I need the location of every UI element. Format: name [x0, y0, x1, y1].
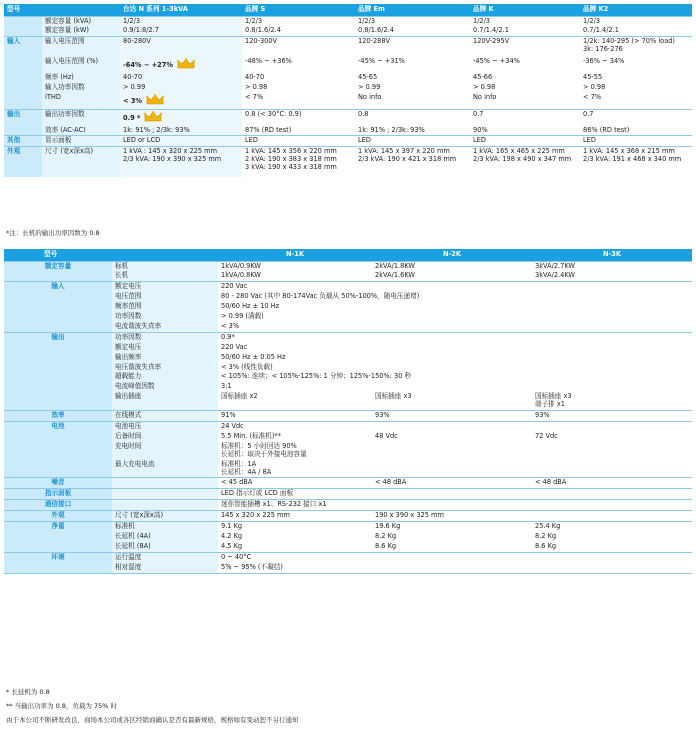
value-text: -64% ~ +27%: [123, 60, 173, 69]
comparison-row: [4, 26, 692, 36]
spec-row: [4, 511, 692, 522]
row-label: 额定电压: [112, 343, 218, 353]
value-cell: [120, 93, 242, 109]
value-cell: < 105%: 连续；< 105%-125%: 1 分钟；125%-150%: 30 秒: [221, 372, 412, 381]
header-delta-n: 台达 N 系列 1-3kVA: [120, 4, 242, 16]
value-cell: 25.4 Kg: [532, 522, 692, 532]
value-cell: 8.6 Kg: [375, 541, 397, 550]
header-blank: [42, 4, 120, 16]
value-text: -45% ~ +34%: [473, 56, 520, 65]
value-text-line2: 长延机：取决于外接电池容量: [221, 449, 307, 458]
value-text: 1/2/3: [358, 16, 376, 25]
value-cell: [532, 392, 692, 410]
value-cell: LED 指示灯或 LCD 面板: [218, 489, 692, 500]
row-label: [112, 478, 218, 489]
value-cell: < 48 dBA: [372, 478, 532, 489]
value-cell: [355, 136, 470, 147]
value-cell: [355, 73, 470, 83]
category-cell: 输入: [4, 37, 42, 109]
row-label: 在线模式: [112, 411, 218, 422]
header-brand-em: 品牌 Em: [355, 4, 470, 16]
comparison-row: [4, 126, 692, 136]
value-cell: [218, 432, 372, 442]
comparison-row: [4, 93, 692, 109]
row-label: 相对湿度: [112, 563, 218, 573]
value-text-line2: 2/3 kVA: 191 x 468 x 340 mm: [583, 155, 682, 164]
row-label: 后备时间: [112, 432, 218, 442]
row-label: 最大充电电流: [112, 460, 218, 478]
value-text: 0.7/1.4/2.1: [583, 26, 619, 35]
value-cell: [580, 73, 692, 83]
spec-table: [4, 249, 692, 574]
category-cell: 噪音: [4, 478, 112, 489]
comparison-note: *注：长机的输出功率因数为 0.8: [6, 229, 100, 237]
row-label: 电池电压: [112, 422, 218, 432]
spec-row: [4, 411, 692, 422]
value-cell: 1kVA/0.9KW: [218, 261, 372, 271]
row-label: 输出频率: [112, 353, 218, 363]
value-cell: [580, 57, 692, 73]
spec-header-model: 型号: [4, 249, 112, 261]
value-cell: 8.6 Kg: [535, 541, 557, 550]
value-cell: 1kVA/0.8KW: [221, 271, 261, 280]
value-text-line2: 2/3 kVA: 190 x 390 x 325 mm: [123, 155, 222, 164]
row-label: 电流峰值因数: [112, 382, 218, 392]
spec-row: [4, 332, 692, 342]
value-text: 1/2/3: [245, 16, 263, 25]
category-cell: 通信接口: [4, 500, 112, 511]
category-cell: 额定容量: [4, 261, 112, 282]
value-text: 1k: 91% ; 2/3k: 93%: [358, 125, 425, 134]
row-label: 电压范围: [112, 292, 218, 302]
value-text: 45-55: [583, 72, 603, 81]
value-cell: [355, 26, 470, 36]
value-cell: 3:1: [221, 382, 232, 391]
spec-header-n1k: N-1K: [218, 249, 372, 261]
comparison-row: [4, 73, 692, 83]
value-cell: 3kVA/2.7KW: [532, 261, 692, 271]
row-label: 长延机 (4A): [112, 532, 218, 542]
value-cell: [470, 83, 580, 93]
table-end-rule: [4, 573, 692, 574]
value-cell: 0.9*: [218, 332, 692, 342]
comparison-row: [4, 37, 692, 57]
value-cell: < 3% (线性负载): [221, 362, 273, 371]
value-text: 1 kVA: 165 x 465 x 225 mm: [473, 147, 565, 156]
category-cell: 净重: [4, 522, 112, 553]
row-label: 输入电压范围 (%): [42, 57, 120, 73]
value-cell: [120, 37, 242, 57]
row-label: 长机: [112, 271, 218, 281]
row-label: [112, 489, 218, 500]
spec-row: [4, 552, 692, 562]
spec-row: [4, 478, 692, 489]
value-text: 0.8/1.6/2.4: [245, 26, 281, 35]
row-label: 尺寸 (宽x深x高): [112, 511, 218, 522]
category-cell: 其他: [4, 136, 42, 147]
row-label: iTHD: [42, 93, 120, 109]
comparison-table: [4, 4, 692, 177]
comparison-row: [4, 109, 692, 125]
value-cell: [470, 26, 580, 36]
value-text: 120-300V: [245, 37, 278, 46]
value-cell: [372, 392, 532, 410]
comparison-row: [4, 147, 692, 177]
value-cell: [470, 136, 580, 147]
value-cell: [242, 147, 355, 177]
header-model: 型号: [4, 4, 42, 16]
value-cell: [355, 126, 470, 136]
row-label: 标准机: [112, 522, 218, 532]
value-cell: 93%: [372, 411, 532, 422]
header-brand-k: 品牌 K: [470, 4, 580, 16]
value-cell: [470, 37, 580, 57]
category-cell: 输入: [4, 282, 112, 333]
category-cell: 环境: [4, 552, 112, 573]
row-label: 额定电压: [112, 282, 218, 292]
value-cell: 8.2 Kg: [535, 531, 557, 540]
value-cell: > 0.99 (满载): [221, 312, 264, 321]
value-text-line2: 长延机：4A / 8A: [221, 467, 272, 476]
value-text: > 0.99: [123, 82, 146, 91]
value-cell: [242, 136, 355, 147]
value-cell: 0 ~ 40°C: [218, 552, 692, 562]
value-text: 1/2/3: [473, 16, 491, 25]
value-cell: 72 Vdc: [532, 422, 692, 442]
value-text: 1/2/3: [123, 16, 141, 25]
value-text: -48% ~ +36%: [245, 56, 292, 65]
value-cell: 8.2 Kg: [375, 531, 397, 540]
comparison-row: [4, 136, 692, 147]
spec-row: [4, 282, 692, 292]
value-text-line2: 2 kVA: 190 x 383 x 318 mm: [245, 155, 337, 164]
value-text: 87% (RD test): [245, 125, 292, 134]
comparison-row: [4, 57, 692, 73]
value-cell: [470, 73, 580, 83]
value-cell: [580, 26, 692, 36]
value-text: < 7%: [583, 92, 602, 101]
value-cell: [242, 57, 355, 73]
value-cell: [355, 93, 470, 109]
value-text: 0.8: [358, 109, 369, 118]
value-cell: [120, 109, 242, 125]
category-cell: [4, 16, 42, 37]
category-cell: 输出: [4, 332, 112, 410]
value-text: 0.8 (< 30°C: 0.9): [245, 109, 302, 118]
row-label: 频率 (Hz): [42, 73, 120, 83]
category-cell: 外观: [4, 511, 112, 522]
value-cell: 9.1 Kg: [218, 522, 372, 532]
row-label: 输入电压范围: [42, 37, 120, 57]
value-text: 40-70: [123, 72, 143, 81]
value-text: 1 kVA: 145 x 368 x 215 mm: [583, 147, 675, 156]
value-cell: 4.2 Kg: [221, 531, 243, 540]
category-cell: 电池: [4, 422, 112, 478]
value-cell: 93%: [532, 411, 692, 422]
value-text: 0.8/1.6/2.4: [358, 26, 394, 35]
value-cell: [580, 37, 692, 57]
spec-header-row: [4, 249, 692, 261]
value-cell: [470, 93, 580, 109]
value-cell: [218, 392, 372, 410]
value-text: 80-280V: [123, 37, 151, 46]
value-text: 120V-295V: [473, 37, 510, 46]
spec-header-n3k: N-3K: [532, 249, 692, 261]
row-label: 输出插座: [112, 392, 218, 410]
value-text-line3: 3 kVA: 190 x 433 x 318 mm: [245, 163, 337, 172]
footnote-3: 由于本公司不断研发改良，商场本公司或各区经销商确认是否有最新规格，规格如有变动恕不另行通知: [6, 716, 299, 724]
value-cell: 190 x 390 x 325 mm: [372, 511, 692, 522]
value-text: LED or LCD: [123, 136, 161, 145]
value-cell: [242, 126, 355, 136]
value-text: 国标插座 x3: [535, 392, 572, 401]
value-cell: 50/60 Hz ± 0.05 Hz: [221, 352, 286, 361]
value-text: 0.7/1.4/2.1: [473, 26, 509, 35]
value-text: 国标插座 x3: [375, 392, 412, 401]
value-text: 1 kVA: 145 x 397 x 220 mm: [358, 147, 450, 156]
category-cell: 效率: [4, 411, 112, 422]
value-text: LED: [473, 136, 486, 145]
value-text: > 0.98: [245, 82, 268, 91]
value-cell: [470, 16, 580, 26]
row-label: 额定容量 (kW): [42, 26, 120, 36]
value-text: 1k: 91% ; 2/3k: 93%: [123, 125, 190, 134]
value-text: > 0.98: [583, 82, 606, 91]
row-label: 运行温度: [112, 552, 218, 562]
value-cell: [355, 109, 470, 125]
category-cell: 外观: [4, 147, 42, 177]
value-text: 120-288V: [358, 37, 391, 46]
value-cell: [580, 126, 692, 136]
value-cell: [355, 37, 470, 57]
value-cell: 2kVA/1.6KW: [375, 271, 415, 280]
value-text: > 0.98: [473, 82, 496, 91]
value-text: LED: [358, 136, 371, 145]
value-cell: 91%: [218, 411, 372, 422]
comparison-row: [4, 83, 692, 93]
row-label: 功率因数: [112, 332, 218, 342]
value-cell: [120, 73, 242, 83]
header-brand-k2: 品牌 K2: [580, 4, 692, 16]
value-cell: [242, 93, 355, 109]
value-text: -45% ~ +31%: [358, 56, 405, 65]
value-cell: [580, 16, 692, 26]
value-cell: 80 - 280 Vac (其中 80-174Vac 负载从 50%-100%，随电压递增): [221, 292, 420, 301]
value-cell: [470, 126, 580, 136]
value-text: 1/2k: 140-295 (> 70% load): [583, 37, 676, 46]
value-cell: [470, 147, 580, 177]
value-cell: [120, 57, 242, 73]
footnote-1: * 长延机为 0.8: [6, 688, 50, 696]
value-cell: [120, 147, 242, 177]
value-text: 国标插座 x2: [221, 392, 258, 401]
value-cell: 220 Vac: [221, 342, 248, 351]
value-text-line2: 2/3 kVA: 190 x 421 x 318 mm: [358, 155, 457, 164]
value-text: LED: [245, 136, 258, 145]
value-text: 标准机：1A: [221, 459, 257, 468]
header-brand-s: 品牌 S: [242, 4, 355, 16]
value-cell: [470, 57, 580, 73]
row-label: 额定容量 (kVA): [42, 16, 120, 26]
row-label: 尺寸 (宽x深x高): [42, 147, 120, 177]
value-cell: [242, 16, 355, 26]
spec-row: [4, 261, 692, 271]
value-text: 1 kVA : 145 x 320 x 225 mm: [123, 147, 218, 156]
value-text: 40-70: [245, 72, 265, 81]
spec-row: [4, 500, 692, 511]
value-cell: 5% ~ 95% (不凝结): [221, 562, 283, 571]
value-text: 5.5 Min. (标准机)**: [221, 431, 281, 440]
value-cell: [242, 73, 355, 83]
value-cell: [242, 83, 355, 93]
row-label: 充电时间: [112, 442, 218, 460]
value-text: 0.7: [583, 109, 594, 118]
value-text: 0.9 *: [123, 113, 141, 122]
value-text: < 7%: [245, 92, 264, 101]
value-cell: < 48 dBA: [532, 478, 692, 489]
category-cell: 指示面板: [4, 489, 112, 500]
value-cell: [470, 109, 580, 125]
value-cell: [580, 136, 692, 147]
row-label: 显示面板: [42, 136, 120, 147]
value-text: 90%: [473, 125, 488, 134]
value-cell: [355, 83, 470, 93]
value-cell: [580, 109, 692, 125]
row-label: 输出功率因数: [42, 109, 120, 125]
value-cell: [242, 26, 355, 36]
comparison-header-row: [4, 4, 692, 16]
row-label: 标机: [112, 261, 218, 271]
value-text: < 3%: [123, 96, 143, 105]
value-cell: < 3%: [221, 321, 240, 330]
crown-icon: [177, 58, 195, 72]
value-text-line2: 2/3 kVA: 198 x 490 x 347 mm: [473, 155, 572, 164]
row-label: 电压谐波失真率: [112, 363, 218, 373]
row-label: 长延机 (8A): [112, 542, 218, 552]
value-cell: [242, 37, 355, 57]
spec-header-blank: [112, 249, 218, 261]
value-text: 1/2/3: [583, 16, 601, 25]
value-cell: [355, 57, 470, 73]
value-cell: [120, 26, 242, 36]
value-text: No info: [358, 92, 382, 101]
value-text: 45-65: [358, 72, 378, 81]
category-cell: 输出: [4, 109, 42, 136]
value-cell: 24 Vdc: [218, 422, 372, 432]
value-text: 45-66: [473, 72, 493, 81]
value-cell: 19.6 Kg: [372, 522, 532, 532]
value-cell: 4.5 Kg: [221, 541, 243, 550]
value-cell: [580, 93, 692, 109]
row-label: 超载能力: [112, 372, 218, 382]
spec-row: [4, 522, 692, 532]
value-cell: 145 x 320 x 225 mm: [218, 511, 372, 522]
table-end-rule-cell: [4, 573, 692, 574]
value-cell: < 45 dBA: [218, 478, 372, 489]
value-text: No info: [473, 92, 497, 101]
comparison-row: [4, 16, 692, 26]
row-label: 电流谐波失真率: [112, 322, 218, 332]
spec-header-n2k: N-2K: [372, 249, 532, 261]
value-text: -36% ~ 34%: [583, 56, 625, 65]
value-cell: 48 Vdc: [372, 422, 532, 442]
value-cell: [580, 147, 692, 177]
value-text-line2: 3k: 176-276: [583, 45, 623, 54]
value-cell: 220 Vac: [218, 282, 692, 292]
value-cell: 迷你智能插槽 x1、RS-232 接口 x1: [218, 500, 692, 511]
row-label: [112, 500, 218, 511]
value-cell: [218, 442, 692, 460]
value-cell: 2kVA/1.8KW: [372, 261, 532, 271]
value-cell: [120, 16, 242, 26]
row-label: 功率因数: [112, 312, 218, 322]
value-text-line2: 端子排 x1: [535, 400, 565, 409]
value-cell: [355, 147, 470, 177]
value-cell: [355, 16, 470, 26]
value-cell: 50/60 Hz ± 10 Hz: [221, 302, 280, 311]
spec-row: [4, 489, 692, 500]
value-text: > 0.99: [358, 82, 381, 91]
row-label: 输入功率因数: [42, 83, 120, 93]
value-text: 86% (RD test): [583, 125, 630, 134]
value-cell: [580, 83, 692, 93]
value-cell: [242, 109, 355, 125]
value-cell: [120, 136, 242, 147]
row-label: 频率范围: [112, 302, 218, 312]
value-text: 1 kVA: 145 x 356 x 220 mm: [245, 147, 337, 156]
value-text: LED: [583, 136, 596, 145]
value-cell: [120, 126, 242, 136]
value-text: 标准机：5 小时回达 90%: [221, 441, 297, 450]
value-cell: 3kVA/2.4KW: [535, 271, 575, 280]
crown-icon: [146, 94, 164, 108]
value-cell: [120, 83, 242, 93]
footnote-2: ** 当输出功率为 0.8，负载为 75% 时: [6, 702, 118, 710]
spec-row: [4, 422, 692, 432]
row-label: 效率 (AC-AC): [42, 126, 120, 136]
value-cell: [218, 460, 692, 478]
crown-icon: [144, 111, 162, 125]
value-text: 0.9/1.8/2.7: [123, 26, 159, 35]
value-text: 0.7: [473, 109, 484, 118]
